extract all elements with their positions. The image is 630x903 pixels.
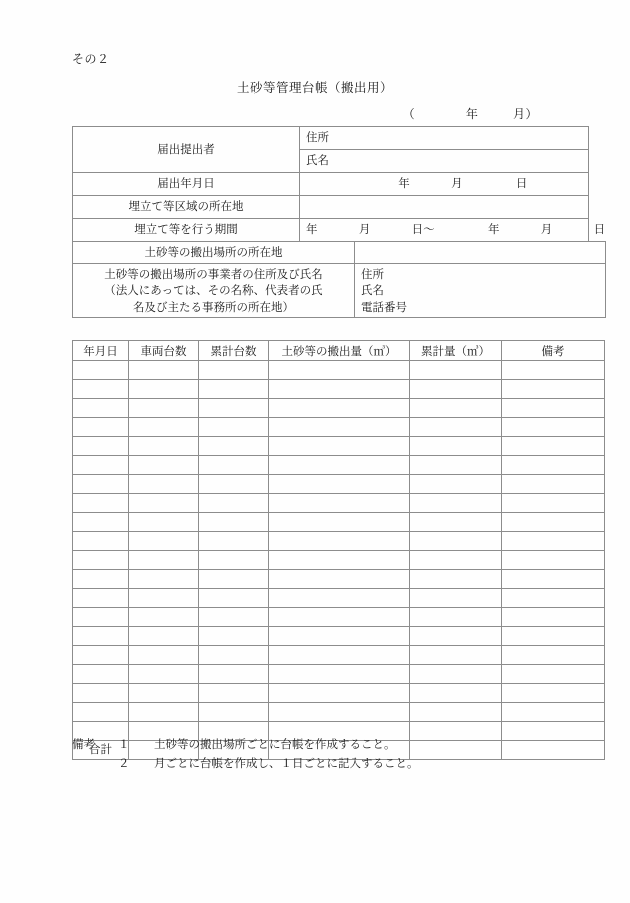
period-open-paren: （ <box>402 107 416 121</box>
notifier-label-period: 埋立て等を行う期間 <box>73 219 300 242</box>
notifier-value-period[interactable] <box>300 219 606 242</box>
period-field <box>403 105 538 122</box>
footnote-number-1: １ <box>118 737 130 751</box>
table-row <box>73 173 589 196</box>
date-month-label: 月 <box>451 176 463 190</box>
ledger-cell-vehicles[interactable] <box>129 456 199 475</box>
date-year-label: 年 <box>398 176 410 190</box>
ledger-cell-cumulative-volume[interactable] <box>410 418 502 437</box>
ledger-cell-date[interactable] <box>73 570 129 589</box>
ledger-cell-remarks[interactable] <box>502 399 605 418</box>
table-row <box>73 242 606 264</box>
table-row <box>73 627 605 646</box>
ledger-cell-cumulative-volume[interactable] <box>410 437 502 456</box>
site-label-operator-line1: 土砂等の搬出場所の事業者の住所及び氏名 <box>104 267 323 281</box>
ledger-cell-remarks[interactable] <box>502 456 605 475</box>
table-row <box>73 418 605 437</box>
ledger-header-remarks: 備考 <box>502 341 605 361</box>
ledger-cell-date[interactable] <box>73 684 129 703</box>
ledger-cell-date[interactable] <box>73 608 129 627</box>
ledger-cell-volume[interactable] <box>269 684 410 703</box>
footnote-text-1: 土砂等の搬出場所ごとに台帳を作成すること。 <box>154 737 396 751</box>
ledger-cell-remarks[interactable] <box>502 361 605 380</box>
site-table <box>72 241 606 318</box>
ledger-header-row <box>73 341 605 361</box>
ledger-cell-volume[interactable] <box>269 361 410 380</box>
ledger-cell-vehicles[interactable] <box>129 551 199 570</box>
ledger-cell-vehicles[interactable] <box>129 627 199 646</box>
ledger-cell-date[interactable] <box>73 399 129 418</box>
ledger-cell-cumulative-vehicles[interactable] <box>199 684 269 703</box>
ledger-total-remarks[interactable] <box>502 741 605 760</box>
footnote-heading: 備考 <box>72 737 95 751</box>
ledger-header-cumulative-vehicles: 累計台数 <box>199 341 269 361</box>
ledger-cell-vehicles[interactable] <box>129 646 199 665</box>
ledger-cell-cumulative-vehicles[interactable] <box>199 418 269 437</box>
notifier-value-date[interactable] <box>300 173 589 196</box>
notifier-label-submitter: 届出提出者 <box>73 127 300 173</box>
ledger-cell-date[interactable] <box>73 703 129 722</box>
ledger-cell-cumulative-volume[interactable] <box>410 570 502 589</box>
ledger-cell-date[interactable] <box>73 589 129 608</box>
ledger-cell-cumulative-vehicles[interactable] <box>199 627 269 646</box>
ledger-header-volume: 土砂等の搬出量（㎥） <box>269 341 410 361</box>
site-value-address: 住所 <box>361 267 384 281</box>
notifier-value-address[interactable]: 住所 <box>300 127 589 150</box>
table-row <box>73 646 605 665</box>
table-row <box>73 703 605 722</box>
ledger-cell-date[interactable] <box>73 475 129 494</box>
ledger-cell-cumulative-vehicles[interactable] <box>199 703 269 722</box>
table-row <box>73 361 605 380</box>
ledger-cell-cumulative-volume[interactable] <box>410 608 502 627</box>
ledger-cell-cumulative-vehicles[interactable] <box>199 437 269 456</box>
ledger-cell-cumulative-vehicles[interactable] <box>199 589 269 608</box>
ledger-cell-volume[interactable] <box>269 399 410 418</box>
footnote-item-2 <box>72 754 419 773</box>
ledger-cell-remarks[interactable] <box>502 589 605 608</box>
ledger-cell-date[interactable] <box>73 532 129 551</box>
ledger-cell-volume[interactable] <box>269 570 410 589</box>
ledger-cell-cumulative-volume[interactable] <box>410 399 502 418</box>
ledger-cell-date[interactable] <box>73 494 129 513</box>
ledger-cell-volume[interactable] <box>269 589 410 608</box>
period-to-year: 年 <box>487 222 500 236</box>
footnote-item-1 <box>72 735 419 754</box>
ledger-cell-cumulative-vehicles[interactable] <box>199 361 269 380</box>
ledger-cell-date[interactable] <box>73 665 129 684</box>
period-year-label: 年 <box>465 107 479 121</box>
table-row <box>73 475 605 494</box>
ledger-cell-vehicles[interactable] <box>129 665 199 684</box>
ledger-cell-remarks[interactable] <box>502 608 605 627</box>
ledger-cell-date[interactable] <box>73 418 129 437</box>
ledger-cell-cumulative-volume[interactable] <box>410 551 502 570</box>
ledger-cell-remarks[interactable] <box>502 665 605 684</box>
form-label: その２ <box>72 52 110 66</box>
ledger-cell-cumulative-vehicles[interactable] <box>199 532 269 551</box>
table-row <box>73 665 605 684</box>
ledger-cell-volume[interactable] <box>269 437 410 456</box>
ledger-cell-remarks[interactable] <box>502 627 605 646</box>
ledger-cell-date[interactable] <box>73 456 129 475</box>
ledger-cell-cumulative-vehicles[interactable] <box>199 608 269 627</box>
ledger-cell-remarks[interactable] <box>502 532 605 551</box>
ledger-cell-date[interactable] <box>73 380 129 399</box>
ledger-cell-volume[interactable] <box>269 532 410 551</box>
site-label-location: 土砂等の搬出場所の所在地 <box>73 242 355 264</box>
ledger-cell-cumulative-volume[interactable] <box>410 589 502 608</box>
ledger-cell-cumulative-volume[interactable] <box>410 532 502 551</box>
table-row <box>73 219 589 242</box>
period-from-year: 年 <box>306 222 318 236</box>
period-to-day: 日 <box>593 222 606 236</box>
ledger-cell-cumulative-vehicles[interactable] <box>199 494 269 513</box>
site-value-location[interactable] <box>355 242 606 264</box>
ledger-cell-cumulative-volume[interactable] <box>410 513 502 532</box>
ledger-cell-cumulative-volume[interactable] <box>410 475 502 494</box>
table-row <box>73 127 589 150</box>
table-row <box>73 196 589 219</box>
ledger-cell-remarks[interactable] <box>502 380 605 399</box>
ledger-cell-cumulative-vehicles[interactable] <box>199 513 269 532</box>
ledger-cell-cumulative-volume[interactable] <box>410 665 502 684</box>
ledger-cell-cumulative-volume[interactable] <box>410 646 502 665</box>
notifier-label-area-location: 埋立て等区域の所在地 <box>73 196 300 219</box>
ledger-cell-vehicles[interactable] <box>129 494 199 513</box>
ledger-cell-volume[interactable] <box>269 380 410 399</box>
site-label-operator-line3: 名及び主たる事務所の所在地） <box>133 299 294 314</box>
ledger-cell-vehicles[interactable] <box>129 361 199 380</box>
ledger-cell-cumulative-volume[interactable] <box>410 627 502 646</box>
site-label-operator-line2: （法人にあっては、その名称、代表者の氏 <box>104 283 323 298</box>
site-value-operator[interactable] <box>355 264 606 318</box>
ledger-cell-cumulative-vehicles[interactable] <box>199 399 269 418</box>
ledger-header-vehicles: 車両台数 <box>129 341 199 361</box>
ledger-cell-remarks[interactable] <box>502 513 605 532</box>
page-title: 土砂等管理台帳（搬出用） <box>236 80 393 95</box>
ledger-cell-date[interactable] <box>73 513 129 532</box>
ledger-cell-cumulative-volume[interactable] <box>410 380 502 399</box>
table-row <box>73 494 605 513</box>
table-row <box>73 684 605 703</box>
ledger-cell-volume[interactable] <box>269 551 410 570</box>
ledger-cell-volume[interactable] <box>269 646 410 665</box>
ledger-cell-cumulative-volume[interactable] <box>410 684 502 703</box>
ledger-cell-remarks[interactable] <box>502 494 605 513</box>
table-row <box>73 570 605 589</box>
ledger-header-cumulative-volume: 累計量（㎥） <box>410 341 502 361</box>
ledger-cell-remarks[interactable] <box>502 684 605 703</box>
ledger-cell-date[interactable] <box>73 361 129 380</box>
ledger-cell-volume[interactable] <box>269 703 410 722</box>
ledger-cell-volume[interactable] <box>269 475 410 494</box>
ledger-cell-volume[interactable] <box>269 627 410 646</box>
ledger-cell-date[interactable] <box>73 627 129 646</box>
ledger-cell-cumulative-volume[interactable] <box>410 456 502 475</box>
ledger-cell-cumulative-vehicles[interactable] <box>199 475 269 494</box>
notifier-value-name[interactable]: 氏名 <box>300 150 589 173</box>
notifier-label-date: 届出年月日 <box>73 173 300 196</box>
ledger-cell-date[interactable] <box>73 437 129 456</box>
footnote-text-2: 月ごとに台帳を作成し、１日ごとに記入すること。 <box>154 755 419 770</box>
footnotes <box>72 735 419 772</box>
ledger-cell-vehicles[interactable] <box>129 418 199 437</box>
ledger-cell-vehicles[interactable] <box>129 475 199 494</box>
ledger-cell-remarks[interactable] <box>502 418 605 437</box>
table-row <box>73 399 605 418</box>
ledger-cell-cumulative-volume[interactable] <box>410 361 502 380</box>
period-from-day: 日～ <box>411 222 435 236</box>
footnote-number-2: ２ <box>118 755 130 770</box>
ledger-cell-remarks[interactable] <box>502 551 605 570</box>
ledger-cell-vehicles[interactable] <box>129 684 199 703</box>
date-day-label: 日 <box>515 176 528 190</box>
ledger-cell-vehicles[interactable] <box>129 589 199 608</box>
ledger-cell-vehicles[interactable] <box>129 608 199 627</box>
table-row <box>73 532 605 551</box>
ledger-cell-vehicles[interactable] <box>129 703 199 722</box>
ledger-cell-cumulative-volume[interactable] <box>410 722 502 741</box>
ledger-cell-volume[interactable] <box>269 513 410 532</box>
ledger-cell-volume[interactable] <box>269 494 410 513</box>
ledger-cell-cumulative-vehicles[interactable] <box>199 551 269 570</box>
ledger-cell-remarks[interactable] <box>502 437 605 456</box>
site-value-name: 氏名 <box>361 283 384 298</box>
ledger-cell-remarks[interactable] <box>502 570 605 589</box>
ledger-total-cumulative-volume[interactable] <box>410 741 502 760</box>
notifier-table <box>72 126 606 242</box>
table-row <box>73 380 605 399</box>
ledger-cell-vehicles[interactable] <box>129 437 199 456</box>
ledger-cell-cumulative-vehicles[interactable] <box>199 380 269 399</box>
ledger-cell-vehicles[interactable] <box>129 532 199 551</box>
ledger-cell-remarks[interactable] <box>502 722 605 741</box>
table-row <box>73 589 605 608</box>
ledger-header-date: 年月日 <box>73 341 129 361</box>
period-month-label: 月） <box>512 107 538 121</box>
ledger-cell-cumulative-vehicles[interactable] <box>199 456 269 475</box>
site-value-phone: 電話番号 <box>361 299 407 314</box>
ledger-cell-cumulative-vehicles[interactable] <box>199 570 269 589</box>
ledger-total-label: 合計 <box>73 741 129 760</box>
ledger-cell-vehicles[interactable] <box>129 513 199 532</box>
ledger-cell-cumulative-vehicles[interactable] <box>199 646 269 665</box>
ledger-cell-vehicles[interactable] <box>129 380 199 399</box>
ledger-cell-cumulative-volume[interactable] <box>410 703 502 722</box>
ledger-cell-remarks[interactable] <box>502 703 605 722</box>
table-row <box>73 608 605 627</box>
ledger-cell-volume[interactable] <box>269 456 410 475</box>
table-row <box>73 551 605 570</box>
ledger-cell-vehicles[interactable] <box>129 399 199 418</box>
ledger-cell-cumulative-vehicles[interactable] <box>199 665 269 684</box>
ledger-cell-volume[interactable] <box>269 608 410 627</box>
ledger-cell-volume[interactable] <box>269 665 410 684</box>
period-to-month: 月 <box>540 222 553 236</box>
period-from-month: 月 <box>358 222 371 236</box>
ledger-table <box>72 340 605 760</box>
ledger-cell-date[interactable] <box>73 646 129 665</box>
notifier-value-area-location[interactable] <box>300 196 589 219</box>
ledger-cell-volume[interactable] <box>269 418 410 437</box>
table-row <box>73 437 605 456</box>
ledger-cell-remarks[interactable] <box>502 475 605 494</box>
ledger-cell-vehicles[interactable] <box>129 570 199 589</box>
ledger-cell-remarks[interactable] <box>502 646 605 665</box>
site-label-operator <box>73 264 355 318</box>
ledger-cell-date[interactable] <box>73 551 129 570</box>
table-row <box>73 264 606 318</box>
table-row <box>73 456 605 475</box>
ledger-cell-cumulative-volume[interactable] <box>410 494 502 513</box>
table-row <box>73 513 605 532</box>
